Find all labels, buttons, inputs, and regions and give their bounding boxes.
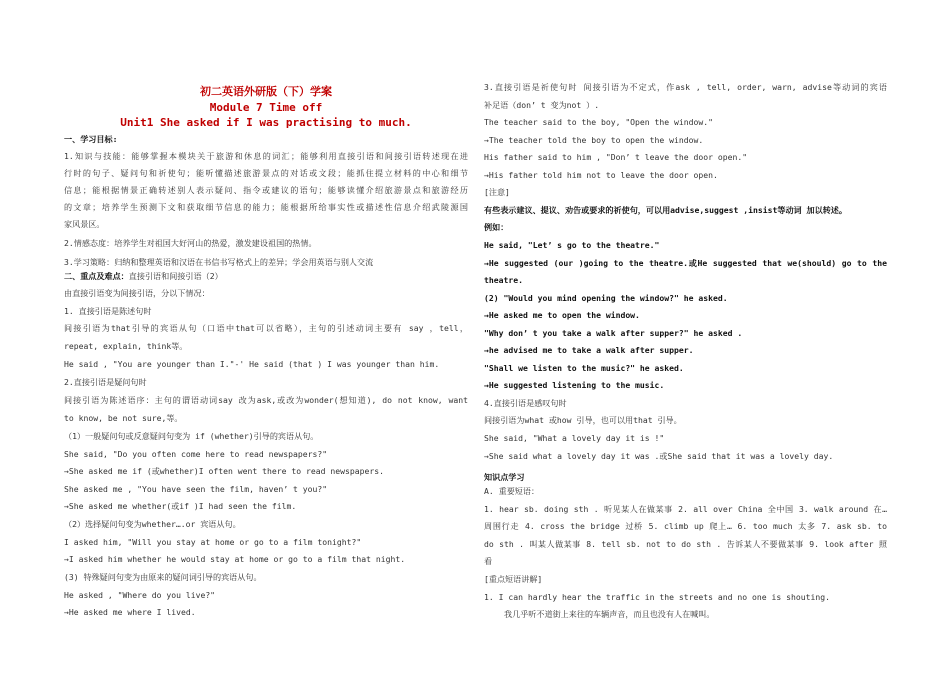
section2-2-example: I asked him, "Will you stay at home or go to a film tonight?": [64, 537, 362, 547]
section2-1-answer1: →She asked me if (或whether)I often went there to read newspapers.: [64, 466, 384, 476]
section2-title: 2.直接引语是疑问句时: [64, 377, 147, 387]
goal1-line5: 家风景区。: [64, 219, 105, 229]
key-points: [64, 271, 468, 282]
section1-title: 1. 直接引语是陈述句时: [64, 306, 152, 316]
section2-1-answer2: →She asked me whether(或if )I had seen the film.: [64, 501, 297, 511]
goal3: 3.学习策略：归纳和整理英语和汉语在书信书写格式上的差异；学会用英语与别人交流: [64, 257, 374, 267]
section4-answer: →She said what a lovely day it was .或She said that it was a lovely day.: [484, 451, 834, 461]
note-example3: "Why don’ t you take a walk after supper?" he asked .: [484, 328, 743, 338]
note-answer1-line2: theatre.: [484, 275, 523, 285]
section1-line2: repeat, explain, think等。: [64, 341, 188, 351]
explain-line2: 我几乎听不道街上来往的车辆声音，而且也没有人在喊叫。: [504, 609, 715, 619]
phrases-line1: 1. hear sb. doing sth . 听见某人在做某事 2. all over China 全中国 3. walk around 在…: [484, 504, 887, 514]
note-example1: He said, "Let’ s go to the theatre.": [484, 240, 660, 250]
goal1-line3: 信息；能根据情景正确转述别人表示疑问、指令或建议的语句；能够读懂介绍旅游景点和旅游经历: [64, 185, 468, 195]
section2-3-title: (3) 特殊疑问句变为由原来的疑问词引导的宾语从句。: [64, 572, 262, 582]
note-answer4: →He suggested listening to the music.: [484, 380, 665, 390]
goal1-line2: 行时的句子、疑问句和祈使句；能听懂描述旅游景点的对话或文段；能抓住提立材料的中心和细节: [64, 168, 468, 178]
section3-answer2: →His father told him not to leave the door open.: [484, 170, 718, 180]
note-eg: 例如：: [484, 222, 509, 232]
phrases-line4: 看: [484, 556, 493, 566]
note-answer3: →he advised me to take a walk after supper.: [484, 345, 694, 355]
goal1-line4: 的文章；培养学生预测下文和获取细节信息的能力；能根据所给事实性或描述性信息介绍武陵源国: [64, 202, 468, 212]
section1-line1: 间接引语为that引导的宾语从句（口语中that可以省略），主句的引述动词主要有 say ，tell，: [64, 323, 468, 333]
explain-heading: [重点短语讲解]: [484, 574, 543, 584]
goals-heading: 一、学习目标:: [64, 134, 118, 144]
knowledge-heading: 知识点学习: [484, 472, 525, 482]
section4-example: She said, "What a lovely day it is !": [484, 433, 665, 443]
phrases-line3: do sth . 叫某人做某事 8. tell sb. not to do sth . 告诉某人不要做某事 9. look after 照: [484, 539, 887, 549]
section2-3-answer: →He asked me where I lived.: [64, 607, 196, 617]
section2-1-example1: She said, "Do you often come here to read newspapers?": [64, 449, 328, 459]
section3-line1: 3.直接引语是祈使句时 间接引语为不定式，作ask , tell, order, warn, advise等动词的宾语: [484, 82, 887, 92]
goal1-line1: 1.知识与技能：能够掌握本模块关于旅游和休息的词汇；能够利用直接引语和间接引语转述现在进: [64, 151, 468, 161]
goal2: 2.情感态度：培养学生对祖国大好河山的热爱，激发建设祖国的热情。: [64, 238, 317, 248]
section3-line2: 补足语（don’ t 变为not ）.: [484, 100, 600, 110]
section3-answer1: →The teacher told the boy to open the window.: [484, 135, 704, 145]
section2-line1: 间接引语为陈述语序：主句的谓语动词say 改为ask,或改为wonder(想知道), do not know, want: [64, 395, 468, 405]
section3-example1: The teacher said to the boy, "Open the window.": [484, 117, 714, 127]
section3-example2: His father said to him , "Don’ t leave the door open.": [484, 152, 748, 162]
key-text: 直接引语和间接引语（2）: [128, 271, 223, 281]
phrases-line2: 周围行走 4. cross the bridge 过桥 5. climb up 爬上… 6. too much 太多 7. ask sb. to: [484, 521, 887, 531]
section2-1-example2: She asked me , "You have seen the film, haven’ t you?": [64, 484, 328, 494]
section2-3-example: He asked , "Where do you live?": [64, 590, 216, 600]
note-example2: (2) "Would you mind opening the window?" he asked.: [484, 293, 728, 303]
module-title: Module 7 Time off: [209, 101, 323, 114]
intro-text: 由直接引语变为间接引语，分以下情况：: [64, 288, 210, 298]
doc-title: 初二英语外研版（下）学案: [200, 85, 332, 98]
section2-1-title: （1）一般疑问句或反意疑问句变为 if (whether)引导的宾语从句。: [64, 431, 319, 441]
note-example4: "Shall we listen to the music?" he asked.: [484, 363, 684, 373]
phrases-heading: A. 重要短语：: [484, 486, 540, 496]
note-line1: 有些表示建议、提议、劝告或要求的祈使句，可以用advise,suggest ,insist等动词 加以转述。: [484, 205, 847, 215]
unit-title: Unit1 She asked if I was practising to much.: [120, 116, 412, 129]
section1-example: He said , "You are younger than I."-' He said (that ) I was younger than him.: [64, 359, 440, 369]
section4-line1: 间接引语为what 或how 引导，也可以用that 引导。: [484, 415, 682, 425]
section2-2-answer: →I asked him whether he would stay at home or go to a film that night.: [64, 554, 406, 564]
key-heading: 二、重点及难点：: [64, 271, 129, 281]
section2-line2: to know, be not sure,等。: [64, 413, 183, 423]
note-answer1-line1: →He suggested (our )going to the theatre.或He suggested that we(should) go to the: [484, 258, 887, 268]
explain-line1: 1. I can hardly hear the traffic in the streets and no one is shouting.: [484, 592, 830, 602]
note-answer2: →He asked me to open the window.: [484, 310, 640, 320]
section4-title: 4.直接引语是感叹句时: [484, 398, 567, 408]
section2-2-title: （2）选择疑问句变为whether….or 宾语从句。: [64, 519, 241, 529]
note-heading: [注意]: [484, 187, 510, 197]
